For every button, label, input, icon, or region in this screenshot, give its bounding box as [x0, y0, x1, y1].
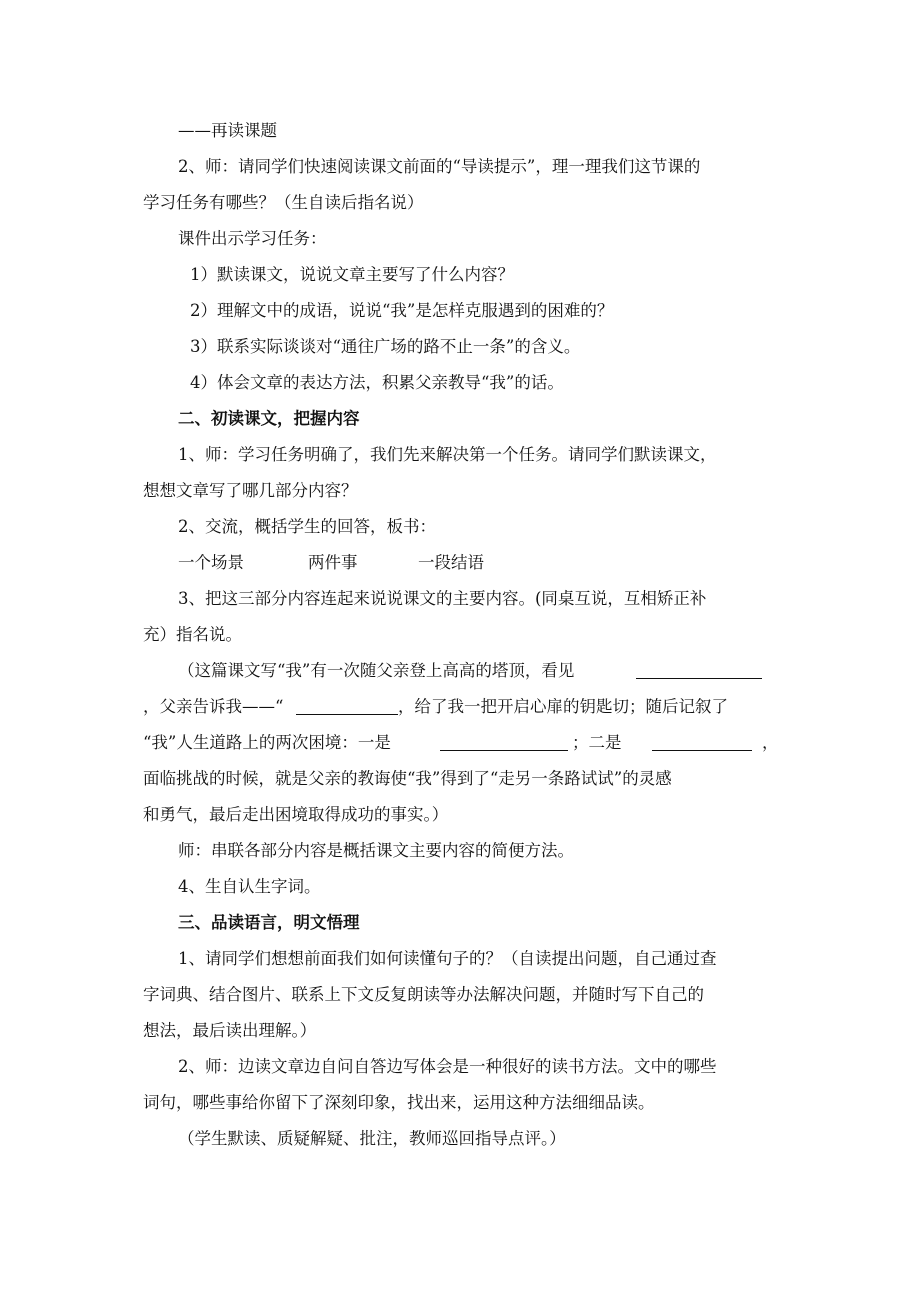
text: 学习任务有哪些？（生自读后指名说） [143, 193, 424, 212]
board-item: 一段结语 [418, 553, 484, 572]
text: 1、师：学习任务明确了，我们先来解决第一个任务。请同学们默读课文， [178, 445, 717, 464]
text: ——再读课题 [178, 121, 277, 140]
text: 2）理解文中的成语，说说“我”是怎样克服遇到的困难的？ [190, 301, 614, 320]
text: 字词典、结合图片、联系上下文反复朗读等办法解决问题，并随时写下自己的 [143, 985, 704, 1004]
text: 和勇气，最后走出困境取得成功的事实。） [143, 805, 449, 824]
fill-blank [440, 734, 568, 751]
text: 1、请同学们想想前面我们如何读懂句子的？（自读提出问题，自己通过查 [178, 949, 717, 968]
text: 充）指名说。 [143, 625, 242, 644]
fill-blank [636, 662, 762, 679]
fill-blank [296, 698, 398, 715]
text: 面临挑战的时候，就是父亲的教诲使“我”得到了“走另一条路试试”的灵感 [143, 769, 672, 788]
text: 4）体会文章的表达方法，积累父亲教导“我”的话。 [190, 373, 564, 392]
text: 想想文章写了哪几部分内容？ [143, 481, 358, 500]
fill-blank [652, 734, 752, 751]
text: （这篇课文写“我”有一次随父亲登上高高的塔顶，看见 [178, 661, 575, 680]
text: “我”人生道路上的两次困境：一是 [143, 733, 391, 752]
text: 3）联系实际谈谈对“通往广场的路不止一条”的含义。 [190, 337, 581, 356]
text: 三、品读语言，明文悟理 [178, 913, 360, 932]
text: 师：串联各部分内容是概括课文主要内容的简便方法。 [178, 841, 574, 860]
text: 2、师：边读文章边自问自答边写体会是一种很好的读书方法。文中的哪些 [178, 1057, 717, 1076]
text: 3、把这三部分内容连起来说说课文的主要内容。(同桌互说，互相矫正补 [178, 589, 707, 608]
text: 2、师：请同学们快速阅读课文前面的“导读提示”，理一理我们这节课的 [178, 157, 701, 176]
text: ，父亲告诉我——“ [143, 697, 284, 716]
text: 课件出示学习任务： [178, 229, 327, 248]
text: （学生默读、质疑解疑、批注，教师巡回指导点评。） [178, 1129, 566, 1148]
text: 2、交流，概括学生的回答，板书： [178, 517, 436, 536]
text: 4、生自认生字词。 [178, 877, 321, 896]
board-item: 两件事 [308, 553, 358, 572]
text: ， [762, 733, 779, 752]
board-item: 一个场景 [178, 553, 244, 572]
text: 二、初读课文，把握内容 [178, 409, 360, 428]
text: 1）默读课文，说说文章主要写了什么内容？ [190, 265, 514, 284]
text: 想法，最后读出理解。） [143, 1021, 317, 1040]
text: ；二是 [572, 733, 622, 752]
text: 词句，哪些事给你留下了深刻印象，找出来，运用这种方法细细品读。 [143, 1093, 655, 1112]
text: ，给了我一把开启心扉的钥匙切；随后记叙了 [398, 697, 728, 716]
